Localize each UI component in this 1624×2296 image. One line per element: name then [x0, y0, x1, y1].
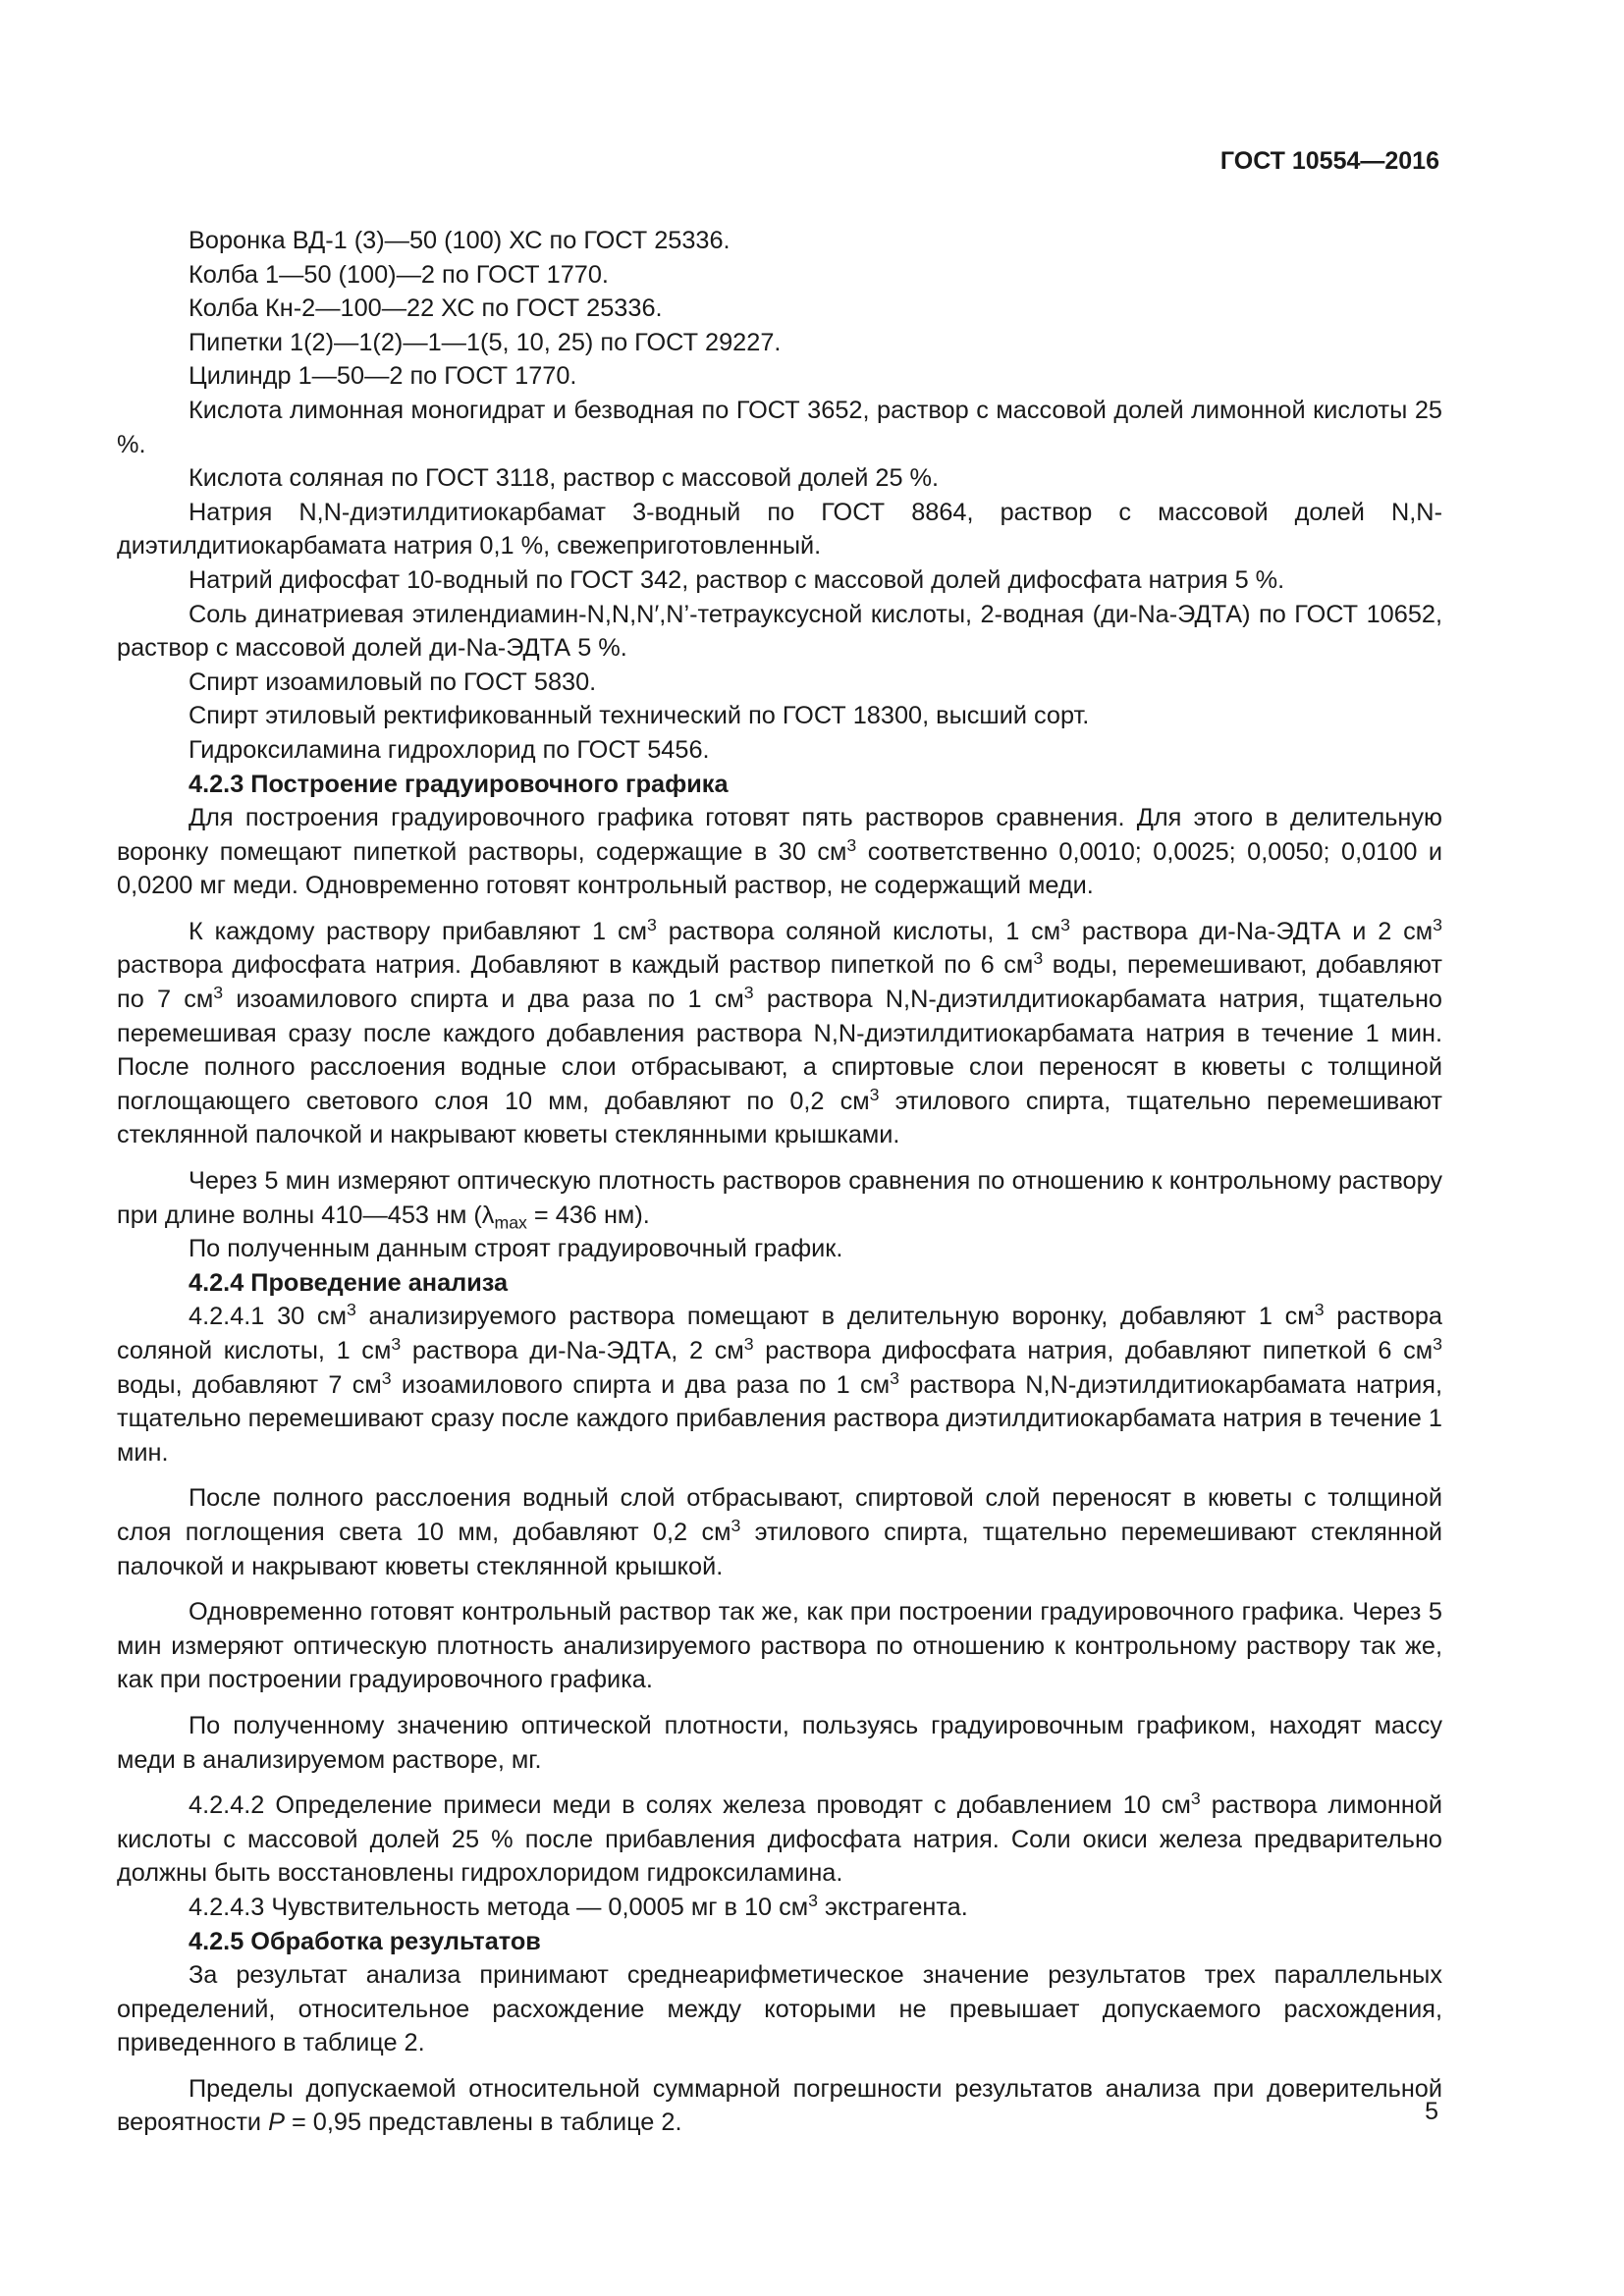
- paragraph: Одновременно готовят контрольный раствор так же, как при построении градуировочного графика. Через 5 мин измеряют оптическую плотность анализируемого раствора по отношению к контрольному раствору так же, как при построении градуировочного графика.: [117, 1598, 1442, 1694]
- paragraph: По полученному значению оптической плотности, пользуясь градуировочным графиком, находят массу меди в анализируемом растворе, мг.: [117, 1711, 1442, 1774]
- document-code: ГОСТ 10554—2016: [1219, 147, 1439, 175]
- reagent-item: Соль динатриевая этилендиамин-N,N,N′,N’-тетрауксусной кислоты, 2-водная (ди-Na-ЭДТА) по ГОСТ 10652, раствор с массовой долей ди-Na-ЭДТА 5 %.: [117, 600, 1442, 663]
- reagent-item: Гидроксиламина гидрохлорид по ГОСТ 5456.: [189, 735, 710, 764]
- paragraph: По полученным данным строят градуировочный график.: [189, 1235, 843, 1263]
- paragraph: Для построения градуировочного графика готовят пять растворов сравнения. Для этого в делительную воронку помещают пипеткой растворы, содержащие в 30 $см^3$ соответственно 0,0010; 0,0025; 0,0050; 0,0100 и 0,0200 мг меди. Одновременно готовят контрольный раствор, не содержащий меди.: [117, 804, 1442, 900]
- equipment-item: Колба Кн-2—100—22 ХС по ГОСТ 25336.: [189, 294, 663, 323]
- reagent-item: Спирт изоамиловый по ГОСТ 5830.: [189, 667, 597, 696]
- paragraph: 4.2.4.1 30 $см^3$ анализируемого раствора помещают в делительную воронку, добавляют 1 $см^3$ раствора соляной кислоты, 1 $см^3$ раствора ди-Na-ЭДТА, 2 $см^3$ раствора дифосфата натрия, добавляют пипеткой 6 $см^3$ воды, добавляют 7 $см^3$ изоамилового спирта и два раза по 1 $см^3$ раствора N,N-диэтилдитиокарбамата натрия, тщательно перемешивают сразу после каждого прибавления раствора диэтилдитиокарбамата натрия в течение 1 мин.: [117, 1300, 1442, 1467]
- reagent-item: Кислота соляная по ГОСТ 3118, раствор с массовой долей 25 %.: [189, 464, 940, 493]
- equipment-item: Воронка ВД-1 (3)—50 (100) ХС по ГОСТ 25336.: [189, 227, 731, 254]
- paragraph: 4.2.4.3 Чувствительность метода — 0,0005 мг в 10 $см^3$ экстрагента.: [189, 1891, 968, 1921]
- paragraph: За результат анализа принимают среднеарифметическое значение результатов трех параллельных определений, относительное расхождение между которыми не превышает допускаемого расхождения, приведенного в таблице 2.: [117, 1961, 1442, 2057]
- paragraph: Через 5 мин измеряют оптическую плотность растворов сравнения по отношению к контрольному раствору при длине волны 410—453 нм ($\lambda_{max} = 436$ нм).: [117, 1167, 1442, 1232]
- section-heading-4-2-5: 4.2.5 Обработка результатов: [189, 1927, 541, 1955]
- section-heading-4-2-4: 4.2.4 Проведение анализа: [189, 1268, 509, 1297]
- paragraph: Пределы допускаемой относительной суммарной погрешности результатов анализа при доверительной вероятности P = 0,95 представлены в таблице 2.: [117, 2074, 1442, 2137]
- equipment-item: Пипетки 1(2)—1(2)—1—1(5, 10, 25) по ГОСТ 29227.: [189, 328, 782, 356]
- section-heading-4-2-3: 4.2.3 Построение градуировочного графика: [189, 770, 729, 798]
- paragraph: После полного расслоения водный слой отбрасывают, спиртовой слой переносят в кюветы с толщиной слоя поглощения света 10 мм, добавляют 0,2 $см^3$ этилового спирта, тщательно перемешивают стеклянной палочкой и накрывают кюветы стеклянной крышкой.: [117, 1484, 1442, 1580]
- reagent-item: Натрия N,N-диэтилдитиокарбамат 3-водный по ГОСТ 8864, раствор с массовой долей N,N-диэтилдитиокарбамата натрия 0,1 %, свежеприготовленный.: [117, 498, 1442, 561]
- reagent-item: Натрий дифосфат 10-водный по ГОСТ 342, раствор с массовой долей дифосфата натрия 5 %.: [189, 565, 1285, 594]
- paragraph: К каждому раствору прибавляют 1 $см^3$ раствора соляной кислоты, 1 $см^3$ раствора ди-Na-ЭДТА и 2 $см^3$ раствора дифосфата натрия. Добавляют в каждый раствор пипеткой по 6 $см^3$ воды, перемешивают, добавляют по 7 $см^3$ изоамилового спирта и два раза по 1 $см^3$ раствора N,N-диэтилдитиокарбамата натрия, тщательно перемешивая сразу после каждого добавления раствора N,N-диэтилдитиокарбамата натрия в течение 1 мин. После полного расслоения водные слои отбрасывают, а спиртовые слои переносят в кюветы с толщиной поглощающего светового слоя 10 мм, добавляют по 0,2 $см^3$ этилового спирта, тщательно перемешивают стеклянной палочкой и накрывают кюветы стеклянными крышками.: [117, 915, 1443, 1149]
- page-number: 5: [1425, 2098, 1438, 2125]
- paragraph: 4.2.4.2 Определение примеси меди в солях железа проводят с добавлением 10 $см^3$ раствора лимонной кислоты с массовой долей 25 % после прибавления дифосфата натрия. Соли окиси железа предварительно должны быть восстановлены гидрохлоридом гидроксиламина.: [117, 1789, 1442, 1888]
- reagent-item: Кислота лимонная моногидрат и безводная по ГОСТ 3652, раствор с массовой долей лимонной кислоты 25 %.: [117, 396, 1442, 458]
- page-content: [117, 224, 1442, 2140]
- reagent-item: Спирт этиловый ректификованный технический по ГОСТ 18300, высший сорт.: [189, 702, 1090, 730]
- equipment-item: Колба 1—50 (100)—2 по ГОСТ 1770.: [189, 260, 609, 289]
- equipment-item: Цилиндр 1—50—2 по ГОСТ 1770.: [189, 362, 577, 391]
